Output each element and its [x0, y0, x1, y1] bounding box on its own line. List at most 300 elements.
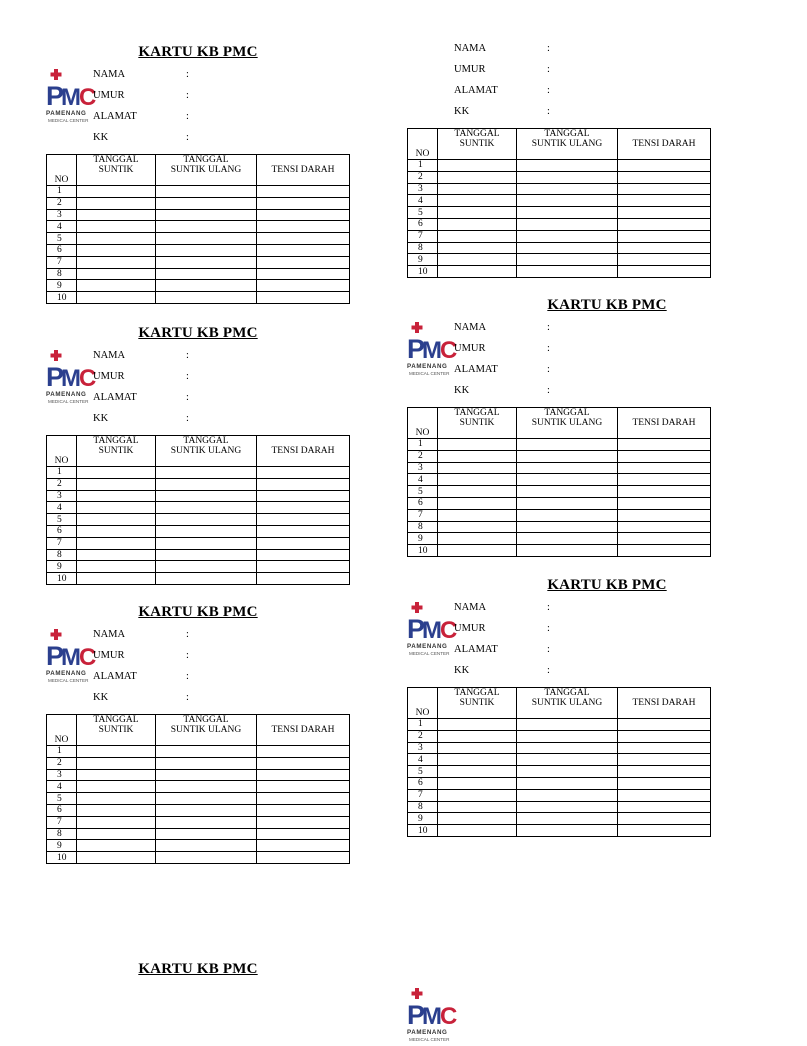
row-number: 10 — [408, 266, 438, 278]
cell-tanggal-suntik[interactable] — [77, 537, 156, 549]
field-umur-label: UMUR — [454, 623, 486, 634]
cell-tanggal-suntik[interactable] — [77, 514, 156, 526]
injection-table — [407, 128, 711, 278]
cell-tensi-darah[interactable] — [257, 537, 350, 549]
cell-tanggal-suntik[interactable] — [438, 509, 517, 521]
cell-tanggal-suntik[interactable] — [438, 195, 517, 207]
cell-tanggal-suntik[interactable] — [77, 816, 156, 828]
cell-tensi-darah[interactable] — [257, 268, 350, 280]
table-row — [47, 781, 350, 793]
logo-letter-m: M — [422, 1003, 442, 1030]
cell-tanggal-suntik[interactable] — [77, 757, 156, 769]
field-kk-label: KK — [93, 132, 109, 143]
cell-tensi-darah[interactable] — [618, 160, 711, 172]
card-title: KARTU KB PMC — [547, 577, 667, 593]
cell-tensi-darah[interactable] — [618, 450, 711, 462]
logo-letter-m: M — [61, 84, 81, 111]
cell-tanggal-suntik-ulang[interactable] — [156, 256, 257, 268]
field-nama-label: NAMA — [454, 602, 487, 613]
table-row — [408, 777, 711, 789]
cell-tanggal-suntik[interactable] — [438, 719, 517, 731]
cell-tanggal-suntik[interactable] — [438, 545, 517, 557]
field-nama-colon: : — [547, 43, 550, 54]
cell-tensi-darah[interactable] — [618, 195, 711, 207]
kb-card-left-2 — [46, 325, 350, 584]
cell-tensi-darah[interactable] — [257, 197, 350, 209]
row-number: 9 — [47, 840, 77, 852]
table-row — [47, 793, 350, 805]
table-row — [47, 828, 350, 840]
cell-tanggal-suntik-ulang[interactable] — [156, 490, 257, 502]
table-row — [47, 467, 350, 479]
field-umur-colon: : — [547, 623, 550, 634]
cell-tanggal-suntik-ulang[interactable] — [517, 195, 618, 207]
kb-card-right-4-partial — [407, 963, 711, 1042]
cell-tanggal-suntik-ulang[interactable] — [517, 730, 618, 742]
cell-tanggal-suntik-ulang[interactable] — [156, 268, 257, 280]
table-row — [47, 804, 350, 816]
row-number: 9 — [408, 254, 438, 266]
cell-tanggal-suntik-ulang[interactable] — [517, 462, 618, 474]
cell-tanggal-suntik[interactable] — [438, 754, 517, 766]
field-alamat-label: ALAMAT — [454, 85, 498, 96]
cell-tanggal-suntik[interactable] — [438, 742, 517, 754]
field-umur-colon: : — [547, 343, 550, 354]
logo-letter-c: C — [79, 644, 97, 671]
header-tanggal-suntik-ulang: TANGGAL SUNTIK ULANG — [156, 155, 257, 186]
cell-tanggal-suntik[interactable] — [438, 183, 517, 195]
injection-table — [46, 714, 350, 864]
cell-tensi-darah[interactable] — [257, 828, 350, 840]
cell-tanggal-suntik-ulang[interactable] — [156, 573, 257, 585]
card-title: KARTU KB PMC — [138, 961, 258, 977]
cell-tanggal-suntik-ulang[interactable] — [517, 230, 618, 242]
cell-tanggal-suntik[interactable] — [438, 242, 517, 254]
pmc-logo — [46, 350, 97, 408]
cell-tanggal-suntik-ulang[interactable] — [517, 242, 618, 254]
cell-tanggal-suntik-ulang[interactable] — [517, 160, 618, 172]
cell-tensi-darah[interactable] — [257, 467, 350, 479]
cell-tensi-darah[interactable] — [618, 766, 711, 778]
cell-tanggal-suntik-ulang[interactable] — [156, 233, 257, 245]
cell-tanggal-suntik-ulang[interactable] — [156, 804, 257, 816]
cell-tanggal-suntik-ulang[interactable] — [517, 533, 618, 545]
cell-tensi-darah[interactable] — [618, 230, 711, 242]
row-number: 1 — [408, 160, 438, 172]
cell-tensi-darah[interactable] — [257, 478, 350, 490]
field-alamat-label: ALAMAT — [93, 671, 137, 682]
cell-tanggal-suntik-ulang[interactable] — [517, 439, 618, 451]
cell-tensi-darah[interactable] — [257, 573, 350, 585]
cell-tensi-darah[interactable] — [257, 840, 350, 852]
field-nama-colon: : — [186, 69, 189, 80]
cell-tanggal-suntik[interactable] — [77, 268, 156, 280]
cell-tanggal-suntik-ulang[interactable] — [156, 186, 257, 198]
cell-tanggal-suntik-ulang[interactable] — [156, 561, 257, 573]
table-row — [47, 244, 350, 256]
cell-tanggal-suntik-ulang[interactable] — [517, 450, 618, 462]
pmc-logo — [407, 602, 458, 660]
cell-tanggal-suntik-ulang[interactable] — [156, 769, 257, 781]
table-row — [408, 207, 711, 219]
cell-tanggal-suntik-ulang[interactable] — [156, 197, 257, 209]
card-title: KARTU KB PMC — [138, 44, 258, 60]
cell-tanggal-suntik-ulang[interactable] — [156, 525, 257, 537]
kb-card-right-3 — [407, 577, 711, 836]
logo-letter-c: C — [440, 337, 458, 364]
row-number: 2 — [408, 171, 438, 183]
cell-tanggal-suntik-ulang[interactable] — [156, 828, 257, 840]
cell-tanggal-suntik-ulang[interactable] — [517, 509, 618, 521]
cell-tensi-darah[interactable] — [618, 439, 711, 451]
cell-tanggal-suntik[interactable] — [438, 230, 517, 242]
cell-tensi-darah[interactable] — [618, 521, 711, 533]
table-row — [408, 486, 711, 498]
cell-tanggal-suntik[interactable] — [438, 777, 517, 789]
cell-tensi-darah[interactable] — [618, 171, 711, 183]
logo-line1: PAMENANG — [46, 110, 87, 117]
cell-tanggal-suntik[interactable] — [77, 769, 156, 781]
cell-tanggal-suntik-ulang[interactable] — [156, 244, 257, 256]
cell-tanggal-suntik-ulang[interactable] — [156, 280, 257, 292]
cell-tensi-darah[interactable] — [618, 497, 711, 509]
field-umur-colon: : — [186, 90, 189, 101]
row-number: 1 — [47, 746, 77, 758]
cell-tanggal-suntik[interactable] — [77, 280, 156, 292]
table-header-row — [47, 715, 350, 746]
field-umur-colon: : — [186, 371, 189, 382]
cell-tensi-darah[interactable] — [618, 254, 711, 266]
field-umur-label: UMUR — [93, 90, 125, 101]
cell-tensi-darah[interactable] — [618, 462, 711, 474]
cell-tanggal-suntik[interactable] — [77, 502, 156, 514]
cell-tensi-darah[interactable] — [257, 816, 350, 828]
cell-tanggal-suntik[interactable] — [77, 573, 156, 585]
cell-tanggal-suntik-ulang[interactable] — [156, 221, 257, 233]
cell-tensi-darah[interactable] — [618, 242, 711, 254]
cell-tensi-darah[interactable] — [257, 561, 350, 573]
kb-card-right-1-partial — [407, 18, 711, 277]
field-kk-colon: : — [547, 106, 550, 117]
cell-tanggal-suntik-ulang[interactable] — [517, 521, 618, 533]
cell-tensi-darah[interactable] — [257, 292, 350, 304]
cell-tensi-darah[interactable] — [257, 746, 350, 758]
cell-tanggal-suntik[interactable] — [77, 244, 156, 256]
cell-tanggal-suntik-ulang[interactable] — [517, 266, 618, 278]
cell-tensi-darah[interactable] — [618, 742, 711, 754]
cell-tanggal-suntik[interactable] — [438, 730, 517, 742]
logo-letter-c: C — [79, 365, 97, 392]
cell-tanggal-suntik-ulang[interactable] — [517, 545, 618, 557]
cell-tensi-darah[interactable] — [257, 781, 350, 793]
table-row — [47, 537, 350, 549]
logo-line2: MEDICAL CENTER — [48, 678, 89, 683]
cell-tensi-darah[interactable] — [257, 549, 350, 561]
cell-tanggal-suntik-ulang[interactable] — [156, 746, 257, 758]
cell-tensi-darah[interactable] — [618, 777, 711, 789]
table-header-row — [47, 155, 350, 186]
cell-tanggal-suntik[interactable] — [438, 171, 517, 183]
cell-tanggal-suntik[interactable] — [77, 256, 156, 268]
row-number: 5 — [47, 514, 77, 526]
cell-tensi-darah[interactable] — [618, 218, 711, 230]
cell-tanggal-suntik-ulang[interactable] — [517, 183, 618, 195]
header-tanggal-suntik: TANGGAL SUNTIK — [438, 129, 517, 160]
cell-tanggal-suntik[interactable] — [77, 233, 156, 245]
cell-tanggal-suntik-ulang[interactable] — [517, 825, 618, 837]
row-number: 2 — [408, 730, 438, 742]
logo-letter-p: P — [46, 81, 65, 111]
cell-tanggal-suntik[interactable] — [77, 828, 156, 840]
logo-line1: PAMENANG — [46, 670, 87, 677]
cell-tanggal-suntik-ulang[interactable] — [517, 474, 618, 486]
cell-tensi-darah[interactable] — [257, 280, 350, 292]
row-number: 8 — [408, 521, 438, 533]
cell-tanggal-suntik[interactable] — [438, 218, 517, 230]
cell-tanggal-suntik[interactable] — [438, 462, 517, 474]
cell-tanggal-suntik-ulang[interactable] — [517, 497, 618, 509]
card-title: KARTU KB PMC — [138, 604, 258, 620]
cell-tanggal-suntik-ulang[interactable] — [517, 813, 618, 825]
row-number: 4 — [47, 221, 77, 233]
cell-tensi-darah[interactable] — [257, 256, 350, 268]
cell-tanggal-suntik[interactable] — [77, 793, 156, 805]
cell-tanggal-suntik-ulang[interactable] — [517, 777, 618, 789]
table-header-row — [408, 688, 711, 719]
cell-tanggal-suntik-ulang[interactable] — [517, 486, 618, 498]
cell-tensi-darah[interactable] — [618, 789, 711, 801]
row-number: 2 — [408, 450, 438, 462]
row-number: 4 — [47, 781, 77, 793]
row-number: 7 — [408, 789, 438, 801]
row-number: 3 — [408, 742, 438, 754]
cell-tanggal-suntik-ulang[interactable] — [156, 514, 257, 526]
cell-tanggal-suntik[interactable] — [77, 221, 156, 233]
cell-tanggal-suntik-ulang[interactable] — [517, 742, 618, 754]
table-row — [408, 230, 711, 242]
cross-icon — [51, 350, 62, 361]
table-row — [408, 439, 711, 451]
logo-line1: PAMENANG — [407, 1029, 448, 1036]
cell-tensi-darah[interactable] — [257, 502, 350, 514]
cell-tanggal-suntik-ulang[interactable] — [156, 537, 257, 549]
cell-tensi-darah[interactable] — [618, 825, 711, 837]
row-number: 10 — [408, 825, 438, 837]
row-number: 3 — [408, 462, 438, 474]
cell-tensi-darah[interactable] — [257, 209, 350, 221]
field-alamat-colon: : — [547, 364, 550, 375]
cell-tanggal-suntik[interactable] — [77, 549, 156, 561]
table-row — [408, 242, 711, 254]
cell-tensi-darah[interactable] — [257, 514, 350, 526]
pmc-logo — [46, 629, 97, 687]
header-tanggal-suntik-ulang: TANGGAL SUNTIK ULANG — [517, 688, 618, 719]
cell-tanggal-suntik-ulang[interactable] — [517, 766, 618, 778]
cell-tanggal-suntik[interactable] — [77, 840, 156, 852]
logo-letter-p: P — [407, 1000, 426, 1030]
cell-tensi-darah[interactable] — [618, 801, 711, 813]
cell-tanggal-suntik-ulang[interactable] — [156, 840, 257, 852]
cell-tanggal-suntik[interactable] — [438, 801, 517, 813]
cell-tanggal-suntik[interactable] — [77, 478, 156, 490]
cell-tanggal-suntik-ulang[interactable] — [517, 171, 618, 183]
cell-tensi-darah[interactable] — [257, 793, 350, 805]
table-row — [47, 816, 350, 828]
cell-tanggal-suntik-ulang[interactable] — [156, 549, 257, 561]
cell-tensi-darah[interactable] — [257, 186, 350, 198]
cell-tanggal-suntik[interactable] — [438, 766, 517, 778]
cell-tanggal-suntik[interactable] — [77, 197, 156, 209]
cell-tanggal-suntik-ulang[interactable] — [517, 789, 618, 801]
table-row — [47, 209, 350, 221]
injection-table — [407, 407, 711, 557]
table-row — [408, 266, 711, 278]
cell-tanggal-suntik[interactable] — [77, 467, 156, 479]
cell-tensi-darah[interactable] — [257, 221, 350, 233]
cell-tanggal-suntik-ulang[interactable] — [517, 719, 618, 731]
cell-tensi-darah[interactable] — [618, 545, 711, 557]
kb-card-right-2 — [407, 297, 711, 556]
pmc-logo — [46, 69, 97, 127]
row-number: 6 — [47, 525, 77, 537]
cell-tanggal-suntik[interactable] — [438, 521, 517, 533]
header-tensi-darah: TENSI DARAH — [618, 129, 711, 160]
cell-tensi-darah[interactable] — [618, 533, 711, 545]
cell-tensi-darah[interactable] — [618, 486, 711, 498]
table-row — [47, 478, 350, 490]
cell-tensi-darah[interactable] — [257, 244, 350, 256]
cell-tanggal-suntik[interactable] — [77, 525, 156, 537]
cross-icon — [51, 69, 62, 80]
cell-tanggal-suntik-ulang[interactable] — [156, 209, 257, 221]
cell-tanggal-suntik-ulang[interactable] — [156, 502, 257, 514]
row-number: 4 — [408, 474, 438, 486]
cell-tanggal-suntik[interactable] — [438, 266, 517, 278]
field-alamat-label: ALAMAT — [454, 644, 498, 655]
cell-tanggal-suntik-ulang[interactable] — [156, 757, 257, 769]
cell-tensi-darah[interactable] — [618, 813, 711, 825]
field-nama-colon: : — [547, 322, 550, 333]
table-row — [47, 490, 350, 502]
header-tensi-darah: TENSI DARAH — [257, 715, 350, 746]
table-row — [408, 509, 711, 521]
cell-tanggal-suntik-ulang[interactable] — [156, 478, 257, 490]
cell-tensi-darah[interactable] — [618, 474, 711, 486]
cell-tanggal-suntik[interactable] — [77, 781, 156, 793]
cell-tanggal-suntik[interactable] — [438, 486, 517, 498]
cell-tanggal-suntik[interactable] — [438, 439, 517, 451]
cell-tensi-darah[interactable] — [618, 754, 711, 766]
cell-tanggal-suntik[interactable] — [438, 254, 517, 266]
cell-tanggal-suntik-ulang[interactable] — [517, 801, 618, 813]
cell-tensi-darah[interactable] — [257, 769, 350, 781]
cell-tanggal-suntik[interactable] — [438, 450, 517, 462]
field-nama-colon: : — [186, 629, 189, 640]
cell-tanggal-suntik[interactable] — [77, 186, 156, 198]
table-row — [47, 256, 350, 268]
row-number: 10 — [47, 852, 77, 864]
cell-tanggal-suntik[interactable] — [438, 497, 517, 509]
row-number: 9 — [408, 813, 438, 825]
header-tensi-darah: TENSI DARAH — [257, 436, 350, 467]
cell-tanggal-suntik-ulang[interactable] — [156, 793, 257, 805]
cell-tensi-darah[interactable] — [618, 509, 711, 521]
cell-tanggal-suntik-ulang[interactable] — [156, 467, 257, 479]
row-number: 8 — [408, 801, 438, 813]
header-no: NO — [47, 715, 77, 746]
cell-tanggal-suntik[interactable] — [77, 804, 156, 816]
cell-tensi-darah[interactable] — [618, 730, 711, 742]
logo-line1: PAMENANG — [46, 391, 87, 398]
cell-tanggal-suntik[interactable] — [77, 852, 156, 864]
cell-tensi-darah[interactable] — [257, 852, 350, 864]
cell-tanggal-suntik[interactable] — [438, 474, 517, 486]
table-row — [47, 549, 350, 561]
header-tanggal-suntik-ulang: TANGGAL SUNTIK ULANG — [517, 408, 618, 439]
cell-tensi-darah[interactable] — [257, 757, 350, 769]
cell-tanggal-suntik[interactable] — [77, 292, 156, 304]
table-row — [408, 521, 711, 533]
cell-tanggal-suntik[interactable] — [77, 490, 156, 502]
cell-tensi-darah[interactable] — [618, 183, 711, 195]
cell-tanggal-suntik[interactable] — [438, 825, 517, 837]
field-kk-label: KK — [93, 692, 109, 703]
row-number: 3 — [47, 209, 77, 221]
injection-table — [46, 435, 350, 585]
cell-tensi-darah[interactable] — [618, 719, 711, 731]
cell-tanggal-suntik-ulang[interactable] — [517, 254, 618, 266]
cell-tanggal-suntik[interactable] — [77, 746, 156, 758]
card-title: KARTU KB PMC — [138, 325, 258, 341]
row-number: 7 — [47, 256, 77, 268]
cell-tensi-darah[interactable] — [257, 233, 350, 245]
cell-tanggal-suntik-ulang[interactable] — [517, 207, 618, 219]
field-alamat-colon: : — [547, 644, 550, 655]
row-number: 1 — [47, 186, 77, 198]
table-row — [47, 840, 350, 852]
cell-tanggal-suntik[interactable] — [77, 561, 156, 573]
row-number: 6 — [47, 804, 77, 816]
cell-tanggal-suntik-ulang[interactable] — [156, 781, 257, 793]
table-row — [408, 813, 711, 825]
cell-tanggal-suntik-ulang[interactable] — [517, 754, 618, 766]
row-number: 1 — [47, 467, 77, 479]
cell-tensi-darah[interactable] — [257, 525, 350, 537]
cross-icon — [412, 988, 423, 999]
cell-tanggal-suntik[interactable] — [438, 813, 517, 825]
cell-tanggal-suntik[interactable] — [438, 160, 517, 172]
cell-tanggal-suntik-ulang[interactable] — [517, 218, 618, 230]
cell-tanggal-suntik-ulang[interactable] — [156, 816, 257, 828]
cell-tanggal-suntik[interactable] — [438, 207, 517, 219]
field-alamat-colon: : — [186, 392, 189, 403]
header-tanggal-suntik-ulang: TANGGAL SUNTIK ULANG — [156, 715, 257, 746]
table-row — [408, 195, 711, 207]
cell-tanggal-suntik-ulang[interactable] — [156, 852, 257, 864]
table-row — [408, 183, 711, 195]
cell-tensi-darah[interactable] — [618, 266, 711, 278]
logo-line1: PAMENANG — [407, 643, 448, 650]
cell-tanggal-suntik-ulang[interactable] — [156, 292, 257, 304]
cell-tensi-darah[interactable] — [257, 490, 350, 502]
logo-letter-m: M — [61, 644, 81, 671]
cell-tanggal-suntik[interactable] — [438, 533, 517, 545]
field-alamat-colon: : — [186, 111, 189, 122]
cell-tanggal-suntik[interactable] — [438, 789, 517, 801]
cell-tensi-darah[interactable] — [618, 207, 711, 219]
cell-tensi-darah[interactable] — [257, 804, 350, 816]
cell-tanggal-suntik[interactable] — [77, 209, 156, 221]
